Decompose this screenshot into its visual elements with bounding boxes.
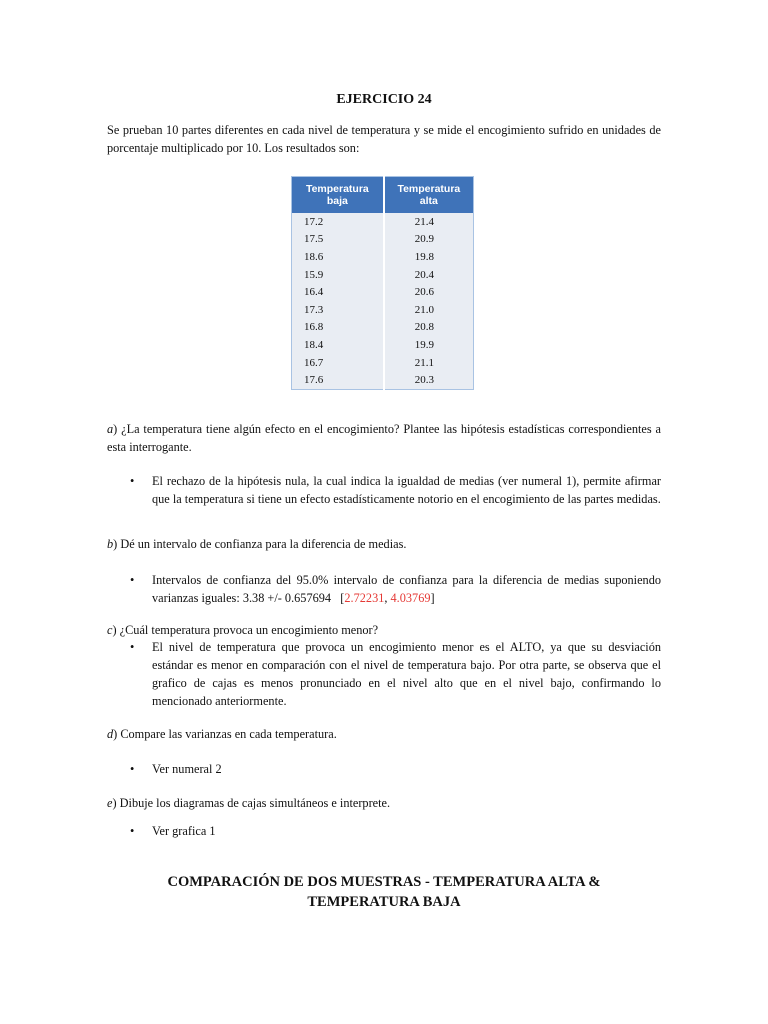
- question-b: b) Dé un intervalo de confianza para la diferencia de medias.: [107, 537, 407, 551]
- question-a: a) ¿La temperatura tiene algún efecto en el encogimiento? Plantee las hipótesis estadísticas correspondientes a esta interrogante.: [107, 422, 661, 454]
- bullet-icon: •: [130, 824, 135, 838]
- question-b-text: Dé un intervalo de confianza para la diferencia de medias.: [120, 537, 407, 551]
- cell-high-temp: 20.6: [384, 283, 474, 301]
- table-row: [292, 371, 474, 389]
- question-e-text: Dibuje los diagramas de cajas simultáneos e interprete.: [119, 796, 391, 810]
- question-b-letter: b: [107, 537, 114, 551]
- question-c-text: ¿Cuál temperatura provoca un encogimiento menor?: [119, 623, 379, 637]
- table-row: [292, 301, 474, 319]
- cell-low-temp: 18.4: [292, 336, 384, 354]
- table-row: [292, 354, 474, 372]
- answer-d-text: Ver numeral 2: [152, 762, 222, 776]
- table-row: [292, 283, 474, 301]
- cell-high-temp: 20.9: [384, 231, 474, 249]
- cell-low-temp: 16.4: [292, 283, 384, 301]
- bullet-icon: •: [130, 640, 135, 654]
- cell-high-temp: 21.4: [384, 213, 474, 231]
- question-d: d) Compare las varianzas en cada temperatura.: [107, 727, 337, 741]
- table-body: [292, 213, 474, 389]
- cell-low-temp: 17.2: [292, 213, 384, 231]
- interval-high: 4.03769: [390, 591, 431, 605]
- table-row: [292, 336, 474, 354]
- table-row: [292, 266, 474, 284]
- interval-low: 2.72231: [344, 591, 385, 605]
- question-a-letter: a: [107, 422, 114, 436]
- question-a-text: ¿La temperatura tiene algún efecto en el encogimiento? Plantee las hipótesis estadísticas correspondientes a esta interrogante.: [107, 422, 661, 454]
- section-heading: [0, 872, 768, 912]
- interval-close: ]: [430, 591, 435, 605]
- intro-paragraph: Se prueban 10 partes diferentes en cada nivel de temperatura y se mide el encogimiento sufrido en unidades de porcentaje multiplicado por 10. Los resultados son:: [107, 123, 661, 155]
- cell-low-temp: 17.6: [292, 371, 384, 389]
- bullet-icon: •: [130, 573, 135, 587]
- question-d-letter: d: [107, 727, 114, 741]
- question-d-text: Compare las varianzas en cada temperatura.: [120, 727, 337, 741]
- answer-e-text: Ver grafica 1: [152, 824, 216, 838]
- section-heading-line1: COMPARACIÓN DE DOS MUESTRAS - TEMPERATURA ALTA &: [167, 874, 601, 890]
- results-table: [291, 176, 474, 390]
- cell-high-temp: 19.8: [384, 248, 474, 266]
- cell-high-temp: 20.4: [384, 266, 474, 284]
- answer-a: [130, 472, 661, 508]
- bullet-icon: •: [130, 474, 135, 488]
- table-row: [292, 319, 474, 337]
- cell-low-temp: 17.5: [292, 231, 384, 249]
- cell-low-temp: 18.6: [292, 248, 384, 266]
- question-c-letter: c: [107, 623, 113, 637]
- table-row: [292, 248, 474, 266]
- question-e: e) Dibuje los diagramas de cajas simultáneos e interprete.: [107, 796, 391, 810]
- answer-b: [130, 571, 661, 607]
- question-c: c) ¿Cuál temperatura provoca un encogimiento menor?: [107, 623, 379, 637]
- exercise-title: EJERCICIO 24: [336, 92, 432, 107]
- interval-open: [: [340, 591, 345, 605]
- cell-high-temp: 21.1: [384, 354, 474, 372]
- table-row: [292, 213, 474, 231]
- cell-low-temp: 15.9: [292, 266, 384, 284]
- cell-high-temp: 20.8: [384, 319, 474, 337]
- answer-e: [130, 822, 661, 840]
- table-row: [292, 231, 474, 249]
- cell-low-temp: 16.7: [292, 354, 384, 372]
- bullet-icon: •: [130, 762, 135, 776]
- answer-c-text: El nivel de temperatura que provoca un encogimiento menor es el ALTO, ya que su desviación estándar es menor en comparación con el nivel de temperatura bajo. Por otra parte, se observa que el grafico de cajas es menos pronunciado en el nivel alto que en el nivel bajo, confirmando lo mencionado anteriormente.: [152, 640, 661, 708]
- question-e-letter: e: [107, 796, 113, 810]
- cell-high-temp: 19.9: [384, 336, 474, 354]
- answer-c: [130, 638, 661, 710]
- interval-sep: ,: [384, 591, 391, 605]
- cell-low-temp: 17.3: [292, 301, 384, 319]
- cell-low-temp: 16.8: [292, 319, 384, 337]
- answer-d: [130, 760, 661, 778]
- section-heading-line2: TEMPERATURA BAJA: [307, 894, 461, 910]
- answer-a-text: El rechazo de la hipótesis nula, la cual indica la igualdad de medias (ver numeral 1), permite afirmar que la temperatura si tiene un efecto estadísticamente notorio en el encogimiento de las partes medidas.: [152, 474, 661, 506]
- answer-b-text: Intervalos de confianza del 95.0% intervalo de confianza para la diferencia de medias suponiendo varianzas iguales: 3.38 +/- 0.657694: [152, 573, 661, 605]
- header-low-temp: Temperatura baja: [292, 177, 384, 214]
- header-high-temp: Temperatura alta: [384, 177, 474, 214]
- cell-high-temp: 21.0: [384, 301, 474, 319]
- cell-high-temp: 20.3: [384, 371, 474, 389]
